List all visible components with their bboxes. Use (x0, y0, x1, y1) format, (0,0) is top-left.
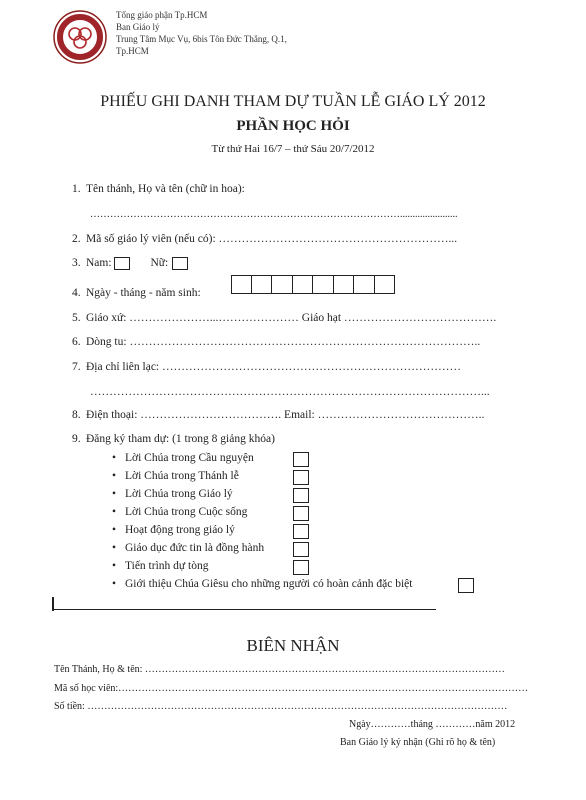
course-item: • Lời Chúa trong Thánh lễ (125, 470, 239, 482)
receipt-amount[interactable]: Số tiền: ……………………………………………………………………………………………………………… (54, 701, 508, 712)
header-line-4: Tp.HCM (116, 46, 149, 56)
course-item: • Hoạt động trong giáo lý (125, 524, 235, 536)
course-checkbox[interactable] (293, 542, 309, 557)
field-gender: 3. Nam: Nữ: (72, 257, 188, 270)
course-item: • Tiến trình dự tòng (125, 560, 208, 572)
course-item: • Lời Chúa trong Giáo lý (125, 488, 233, 500)
field-course-selection: 9. Đăng ký tham dự: (1 trong 8 giảng khóa) (72, 433, 275, 445)
form-subtitle: PHẦN HỌC HỎI (236, 118, 350, 134)
course-item: • Giáo dục đức tin là đồng hành (125, 542, 264, 554)
female-checkbox[interactable] (172, 257, 188, 270)
course-checkbox[interactable] (293, 452, 309, 467)
field-dob-label: 4. Ngày - tháng - năm sinh: (72, 287, 201, 299)
field-phone-email[interactable]: 8. Điện thoại: ………………………………. Email: …………………………………….. (72, 409, 485, 421)
field-name-line[interactable]: …………………………………………………………………………………....................... (90, 209, 458, 220)
field-catechist-code[interactable]: 2. Mã số giáo lý viên (nếu có): ……………………………………………………... (72, 233, 458, 245)
form-title: PHIẾU GHI DANH THAM DỰ TUẦN LỄ GIÁO LÝ 2012 (100, 93, 486, 110)
male-checkbox[interactable] (114, 257, 130, 270)
field-name: 1. Tên thánh, Họ và tên (chữ in hoa): (72, 183, 245, 195)
header-line-2: Ban Giáo lý (116, 22, 160, 32)
field-religious-order[interactable]: 6. Dòng tu: ……………………………………………………………………………….. (72, 336, 481, 348)
field-parish[interactable]: 5. Giáo xứ: …………………...………………… Giáo hạt …………………………………. (72, 312, 497, 324)
receipt-signature: Ban Giáo lý ký nhận (Ghi rõ họ & tên) (340, 737, 496, 748)
field-address-line[interactable]: …………………………………………………………………………………………... (90, 386, 490, 398)
header-line-3: Trung Tâm Mục Vụ, 6bis Tôn Đức Thắng, Q.1, (116, 34, 287, 44)
archdiocese-logo (53, 10, 107, 64)
course-checkbox[interactable] (293, 470, 309, 485)
field-address[interactable]: 7. Địa chỉ liên lạc: …………………………………………………………………… (72, 361, 461, 373)
course-item: • Lời Chúa trong Cuộc sống (125, 506, 247, 518)
cut-line (54, 609, 436, 610)
course-checkbox[interactable] (293, 506, 309, 521)
receipt-student-code[interactable]: Mã số học viên:…………………………………………………………………………………………………………… (54, 683, 529, 694)
course-checkbox[interactable] (458, 578, 474, 593)
course-item: • Giới thiệu Chúa Giêsu cho những người có hoàn cảnh đặc biệt (125, 578, 412, 590)
course-checkbox[interactable] (293, 488, 309, 503)
course-checkbox[interactable] (293, 560, 309, 575)
receipt-title: BIÊN NHẬN (246, 636, 340, 655)
course-checkbox[interactable] (293, 524, 309, 539)
course-item: • Lời Chúa trong Cầu nguyện (125, 452, 254, 464)
receipt-name[interactable]: Tên Thánh, Họ & tên: ……………………………………………………………………………………………… (54, 664, 505, 675)
form-dates: Từ thứ Hai 16/7 – thứ Sáu 20/7/2012 (211, 143, 375, 155)
receipt-date[interactable]: Ngày…………tháng …………năm 2012 (349, 719, 516, 730)
dob-boxes[interactable] (231, 275, 395, 294)
header-line-1: Tổng giáo phận Tp.HCM (116, 10, 208, 20)
